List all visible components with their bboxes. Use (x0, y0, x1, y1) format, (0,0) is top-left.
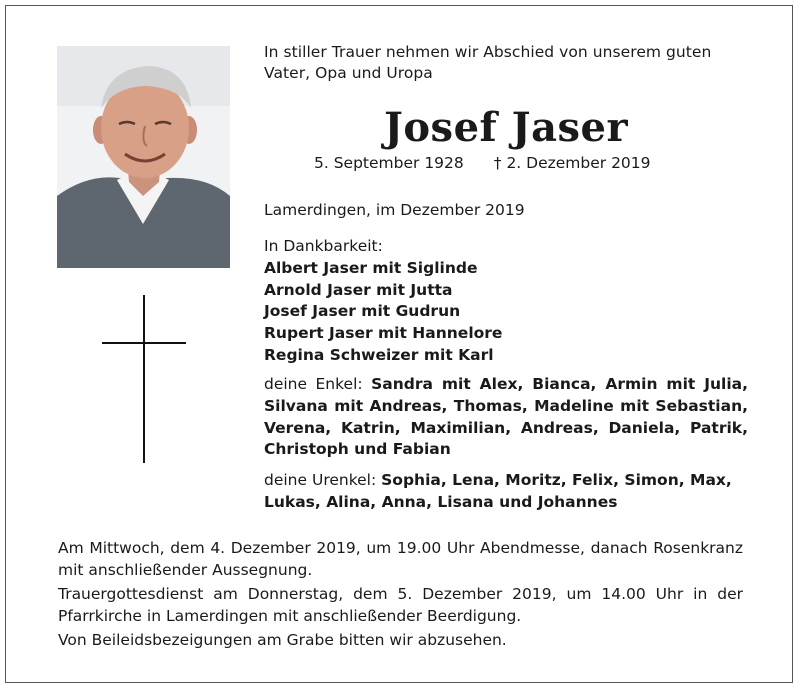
cross-icon (100, 295, 188, 463)
notice-main (264, 42, 749, 511)
family-member: Josef Jaser mit Gudrun (264, 302, 461, 321)
grandchildren-label: deine Enkel: (264, 375, 363, 393)
great-grandchildren-list: Sophia, Lena, Moritz, Felix, Simon, Max, Lukas, Alina, Anna, Lisana und Johannes (264, 471, 732, 511)
place-date: Lamerdingen, im Dezember 2019 (264, 201, 525, 219)
great-grandchildren-section (264, 470, 748, 514)
family-member: Rupert Jaser mit Hannelore (264, 324, 503, 343)
thanks-section (264, 236, 748, 367)
evening-mass-notice: Am Mittwoch, dem 4. Dezember 2019, um 19.00 Uhr Abendmesse, danach Rosenkranz mit anschließender Aussegnung. (58, 539, 743, 579)
deceased-name: Josef Jaser (383, 104, 629, 151)
life-dates (314, 153, 651, 173)
family-member: Albert Jaser mit Siglinde (264, 258, 478, 277)
death-date: † 2. Dezember 2019 (493, 154, 651, 172)
birth-date: 5. September 1928 (314, 154, 464, 172)
grandchildren-list: Sandra mit Alex, Bianca, Armin mit Julia, Silvana mit Andreas, Thomas, Madeline mit Sebastian, Verena, Katrin, Maximilian, Andreas, Daniela, Patrik, Christoph und Fabian (264, 375, 749, 459)
service-notices (58, 538, 743, 655)
portrait-photo (57, 46, 230, 268)
great-grandchildren-label: deine Urenkel: (264, 471, 377, 489)
family-member: Arnold Jaser mit Jutta (264, 280, 453, 299)
funeral-service-notice: Trauergottesdienst am Donnerstag, dem 5. Dezember 2019, um 14.00 Uhr in der Pfarrkirche in Lamerdingen mit anschließender Beerdigung. (58, 585, 743, 625)
grandchildren-section (264, 374, 748, 461)
intro-text: In stiller Trauer nehmen wir Abschied von unserem guten Vater, Opa und Uropa (264, 43, 712, 82)
condolence-notice: Von Beileidsbezeigungen am Grabe bitten wir abzusehen. (58, 631, 507, 650)
thanks-label: In Dankbarkeit: (264, 237, 383, 255)
family-member: Regina Schweizer mit Karl (264, 345, 494, 364)
